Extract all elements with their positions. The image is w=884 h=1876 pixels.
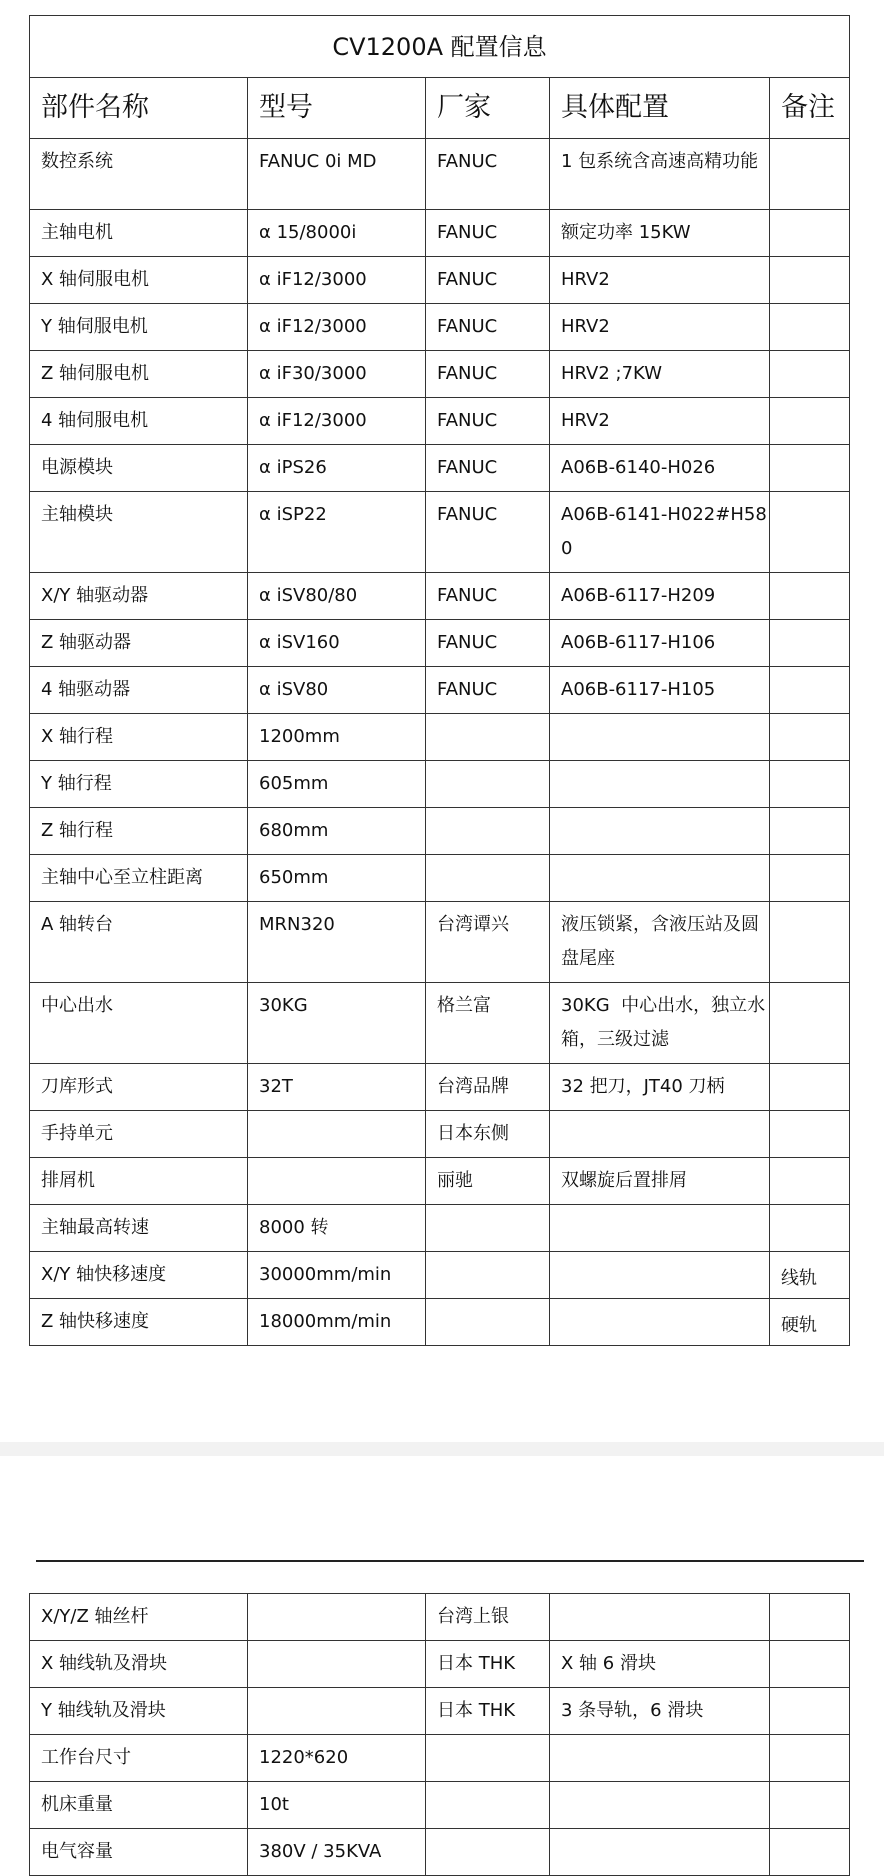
table-row bbox=[30, 1829, 850, 1876]
cell-part-name: 电源模块 bbox=[30, 445, 248, 492]
cell-specification: HRV2 bbox=[550, 304, 770, 351]
cell-specification: 额定功率 15KW bbox=[550, 210, 770, 257]
cell-model: 30000mm/min bbox=[248, 1252, 426, 1299]
cell-part-name: 排屑机 bbox=[30, 1158, 248, 1205]
cell-specification bbox=[550, 808, 770, 855]
cell-manufacturer: FANUC bbox=[426, 257, 550, 304]
cell-manufacturer: 台湾上银 bbox=[426, 1594, 550, 1641]
cell-specification bbox=[550, 1299, 770, 1346]
cell-manufacturer bbox=[426, 761, 550, 808]
cell-part-name: 工作台尺寸 bbox=[30, 1735, 248, 1782]
cell-part-name: 4 轴驱动器 bbox=[30, 667, 248, 714]
page-break bbox=[0, 1442, 884, 1456]
cell-part-name: X/Y/Z 轴丝杆 bbox=[30, 1594, 248, 1641]
cell-model: α iF12/3000 bbox=[248, 304, 426, 351]
cell-specification: HRV2 bbox=[550, 257, 770, 304]
cell-model: α iF12/3000 bbox=[248, 257, 426, 304]
cell-model: α iSV160 bbox=[248, 620, 426, 667]
cell-manufacturer bbox=[426, 1735, 550, 1782]
cell-model bbox=[248, 1111, 426, 1158]
cell-manufacturer: FANUC bbox=[426, 210, 550, 257]
cell-remarks bbox=[770, 445, 850, 492]
cell-model: 10t bbox=[248, 1782, 426, 1829]
cell-part-name: 中心出水 bbox=[30, 983, 248, 1064]
cell-manufacturer bbox=[426, 1205, 550, 1252]
table-row bbox=[30, 855, 850, 902]
cell-manufacturer: FANUC bbox=[426, 139, 550, 210]
cell-part-name: 刀库形式 bbox=[30, 1064, 248, 1111]
cell-remarks bbox=[770, 620, 850, 667]
cell-specification bbox=[550, 1252, 770, 1299]
cell-specification: HRV2 ;7KW bbox=[550, 351, 770, 398]
cell-model: 32T bbox=[248, 1064, 426, 1111]
cell-specification: 液压锁紧，含液压站及圆盘尾座 bbox=[550, 902, 770, 983]
cell-specification bbox=[550, 1205, 770, 1252]
cell-specification: A06B-6140-H026 bbox=[550, 445, 770, 492]
table-row bbox=[30, 1205, 850, 1252]
table-row bbox=[30, 573, 850, 620]
cell-manufacturer: FANUC bbox=[426, 351, 550, 398]
cell-remarks bbox=[770, 304, 850, 351]
cell-manufacturer: FANUC bbox=[426, 304, 550, 351]
header-model: 型号 bbox=[248, 78, 426, 139]
cell-part-name: 机床重量 bbox=[30, 1782, 248, 1829]
cell-model: 380V / 35KVA bbox=[248, 1829, 426, 1876]
cell-model: α iPS26 bbox=[248, 445, 426, 492]
cell-model: α iF12/3000 bbox=[248, 398, 426, 445]
cell-model: α iSV80 bbox=[248, 667, 426, 714]
cell-remarks bbox=[770, 210, 850, 257]
cell-remarks bbox=[770, 139, 850, 210]
cell-model bbox=[248, 1641, 426, 1688]
cell-remarks bbox=[770, 667, 850, 714]
cell-part-name: 主轴最高转速 bbox=[30, 1205, 248, 1252]
header-row bbox=[30, 78, 850, 139]
cell-model: 8000 转 bbox=[248, 1205, 426, 1252]
cell-specification: X 轴 6 滑块 bbox=[550, 1641, 770, 1688]
cell-specification: A06B-6117-H105 bbox=[550, 667, 770, 714]
table-row bbox=[30, 808, 850, 855]
cell-part-name: Z 轴行程 bbox=[30, 808, 248, 855]
cell-model: 1220*620 bbox=[248, 1735, 426, 1782]
cell-model: 30KG bbox=[248, 983, 426, 1064]
header-part-name: 部件名称 bbox=[30, 78, 248, 139]
cell-manufacturer bbox=[426, 1252, 550, 1299]
cell-model: MRN320 bbox=[248, 902, 426, 983]
horizontal-rule bbox=[36, 1560, 864, 1562]
cell-model: 650mm bbox=[248, 855, 426, 902]
cell-model: 680mm bbox=[248, 808, 426, 855]
cell-manufacturer: 丽驰 bbox=[426, 1158, 550, 1205]
cell-specification bbox=[550, 1735, 770, 1782]
cell-specification: 3 条导轨，6 滑块 bbox=[550, 1688, 770, 1735]
cell-specification bbox=[550, 1782, 770, 1829]
cell-model: α iSV80/80 bbox=[248, 573, 426, 620]
cell-model: 18000mm/min bbox=[248, 1299, 426, 1346]
table-row bbox=[30, 620, 850, 667]
cell-part-name: 主轴模块 bbox=[30, 492, 248, 573]
cell-manufacturer: 日本 THK bbox=[426, 1688, 550, 1735]
table-row bbox=[30, 1688, 850, 1735]
table-row bbox=[30, 1252, 850, 1299]
cell-remarks bbox=[770, 808, 850, 855]
cell-specification: 双螺旋后置排屑 bbox=[550, 1158, 770, 1205]
cell-remarks: 硬轨 bbox=[770, 1299, 850, 1346]
cell-model: 1200mm bbox=[248, 714, 426, 761]
cell-model: α iSP22 bbox=[248, 492, 426, 573]
cell-manufacturer: FANUC bbox=[426, 573, 550, 620]
table-row bbox=[30, 983, 850, 1064]
cell-remarks: 线轨 bbox=[770, 1252, 850, 1299]
cell-remarks bbox=[770, 761, 850, 808]
table-row bbox=[30, 714, 850, 761]
table-row bbox=[30, 139, 850, 210]
cell-model bbox=[248, 1594, 426, 1641]
cell-specification bbox=[550, 761, 770, 808]
table-row bbox=[30, 1064, 850, 1111]
cell-specification bbox=[550, 714, 770, 761]
cell-part-name: Z 轴快移速度 bbox=[30, 1299, 248, 1346]
table-row bbox=[30, 1594, 850, 1641]
cell-specification: 30KG 中心出水，独立水箱，三级过滤 bbox=[550, 983, 770, 1064]
cell-manufacturer: FANUC bbox=[426, 492, 550, 573]
cell-specification: A06B-6141-H022#H580 bbox=[550, 492, 770, 573]
table-row bbox=[30, 445, 850, 492]
cell-remarks bbox=[770, 1782, 850, 1829]
cell-remarks bbox=[770, 492, 850, 573]
cell-remarks bbox=[770, 714, 850, 761]
cell-part-name: X 轴伺服电机 bbox=[30, 257, 248, 304]
cell-manufacturer bbox=[426, 1829, 550, 1876]
cell-remarks bbox=[770, 983, 850, 1064]
table-row bbox=[30, 1782, 850, 1829]
table-row bbox=[30, 1299, 850, 1346]
header-manufacturer: 厂家 bbox=[426, 78, 550, 139]
cell-model: α iF30/3000 bbox=[248, 351, 426, 398]
cell-part-name: 主轴中心至立柱距离 bbox=[30, 855, 248, 902]
cell-model bbox=[248, 1688, 426, 1735]
table-row bbox=[30, 351, 850, 398]
cell-model: FANUC 0i MD bbox=[248, 139, 426, 210]
cell-specification: 32 把刀，JT40 刀柄 bbox=[550, 1064, 770, 1111]
cell-manufacturer: 日本东侧 bbox=[426, 1111, 550, 1158]
header-specification: 具体配置 bbox=[550, 78, 770, 139]
cell-part-name: X 轴线轨及滑块 bbox=[30, 1641, 248, 1688]
config-table bbox=[29, 15, 850, 1346]
cell-remarks bbox=[770, 573, 850, 620]
table-title: CV1200A 配置信息 bbox=[30, 16, 850, 78]
cell-manufacturer: FANUC bbox=[426, 667, 550, 714]
table-row bbox=[30, 667, 850, 714]
cell-part-name: Y 轴伺服电机 bbox=[30, 304, 248, 351]
cell-remarks bbox=[770, 1735, 850, 1782]
cell-remarks bbox=[770, 1158, 850, 1205]
cell-manufacturer: 日本 THK bbox=[426, 1641, 550, 1688]
cell-part-name: Y 轴线轨及滑块 bbox=[30, 1688, 248, 1735]
cell-manufacturer: 台湾品牌 bbox=[426, 1064, 550, 1111]
cell-part-name: A 轴转台 bbox=[30, 902, 248, 983]
table-row bbox=[30, 761, 850, 808]
cell-manufacturer: 格兰富 bbox=[426, 983, 550, 1064]
cell-remarks bbox=[770, 398, 850, 445]
cell-part-name: 手持单元 bbox=[30, 1111, 248, 1158]
cell-model: α 15/8000i bbox=[248, 210, 426, 257]
cell-specification: HRV2 bbox=[550, 398, 770, 445]
cell-remarks bbox=[770, 257, 850, 304]
cell-specification: A06B-6117-H209 bbox=[550, 573, 770, 620]
cell-part-name: X/Y 轴快移速度 bbox=[30, 1252, 248, 1299]
cell-manufacturer: FANUC bbox=[426, 620, 550, 667]
table-row bbox=[30, 210, 850, 257]
cell-part-name: Z 轴驱动器 bbox=[30, 620, 248, 667]
cell-part-name: Y 轴行程 bbox=[30, 761, 248, 808]
table-row bbox=[30, 1735, 850, 1782]
cell-manufacturer bbox=[426, 855, 550, 902]
cell-remarks bbox=[770, 351, 850, 398]
cell-part-name: 数控系统 bbox=[30, 139, 248, 210]
cell-remarks bbox=[770, 1594, 850, 1641]
header-remarks: 备注 bbox=[770, 78, 850, 139]
config-table-continued bbox=[29, 1593, 850, 1876]
cell-specification bbox=[550, 1829, 770, 1876]
cell-remarks bbox=[770, 855, 850, 902]
cell-remarks bbox=[770, 1688, 850, 1735]
table-row bbox=[30, 1158, 850, 1205]
cell-remarks bbox=[770, 1064, 850, 1111]
table-row bbox=[30, 398, 850, 445]
cell-manufacturer: 台湾谭兴 bbox=[426, 902, 550, 983]
cell-part-name: X 轴行程 bbox=[30, 714, 248, 761]
cell-specification: A06B-6117-H106 bbox=[550, 620, 770, 667]
cell-specification bbox=[550, 855, 770, 902]
cell-manufacturer bbox=[426, 1782, 550, 1829]
table-row bbox=[30, 902, 850, 983]
cell-remarks bbox=[770, 1205, 850, 1252]
table-row bbox=[30, 1111, 850, 1158]
table-row bbox=[30, 257, 850, 304]
cell-part-name: 主轴电机 bbox=[30, 210, 248, 257]
cell-manufacturer: FANUC bbox=[426, 398, 550, 445]
cell-specification bbox=[550, 1111, 770, 1158]
cell-part-name: 电气容量 bbox=[30, 1829, 248, 1876]
cell-specification bbox=[550, 1594, 770, 1641]
cell-part-name: Z 轴伺服电机 bbox=[30, 351, 248, 398]
cell-remarks bbox=[770, 1641, 850, 1688]
cell-model bbox=[248, 1158, 426, 1205]
table-row bbox=[30, 492, 850, 573]
cell-manufacturer bbox=[426, 714, 550, 761]
cell-manufacturer bbox=[426, 1299, 550, 1346]
cell-part-name: X/Y 轴驱动器 bbox=[30, 573, 248, 620]
cell-model: 605mm bbox=[248, 761, 426, 808]
cell-remarks bbox=[770, 902, 850, 983]
cell-part-name: 4 轴伺服电机 bbox=[30, 398, 248, 445]
table-row bbox=[30, 1641, 850, 1688]
cell-manufacturer: FANUC bbox=[426, 445, 550, 492]
cell-manufacturer bbox=[426, 808, 550, 855]
cell-remarks bbox=[770, 1829, 850, 1876]
table-row bbox=[30, 304, 850, 351]
cell-specification: 1 包系统含高速高精功能 bbox=[550, 139, 770, 210]
cell-remarks bbox=[770, 1111, 850, 1158]
